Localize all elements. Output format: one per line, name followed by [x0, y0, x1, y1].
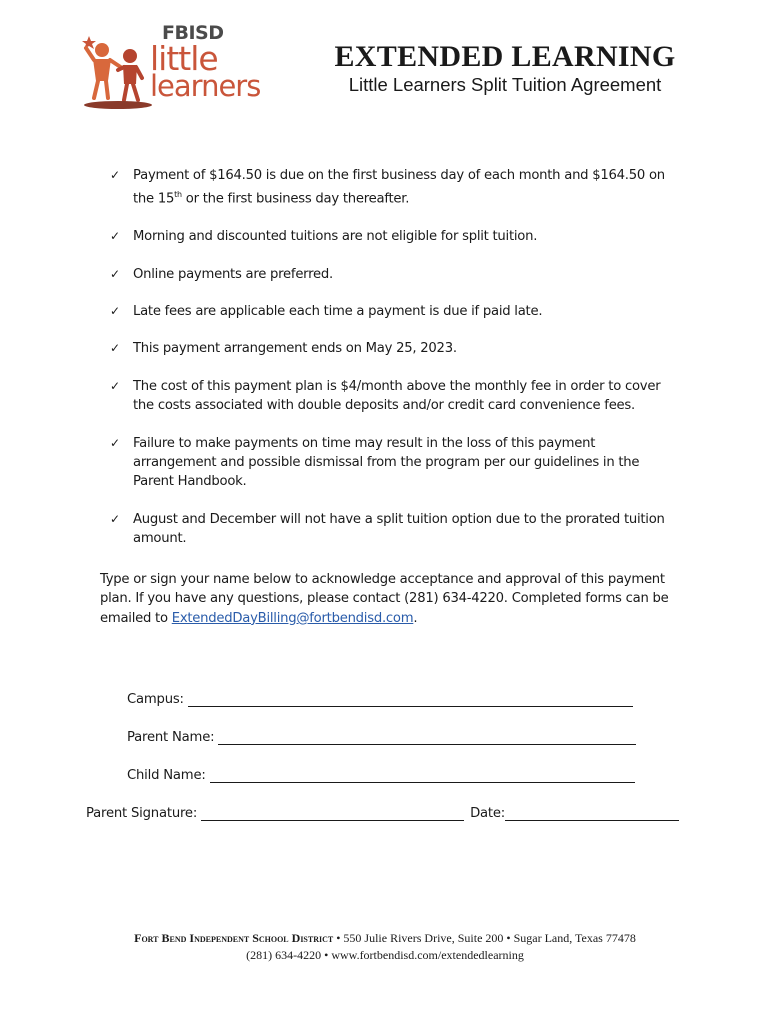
footer-address: • 550 Julie Rivers Drive, Suite 200 • Sugar Land, Texas 77478: [333, 931, 636, 945]
child-name-input-line[interactable]: [210, 768, 635, 783]
bullet-superscript: th: [174, 190, 182, 200]
checkmark-icon: ✓: [110, 341, 120, 356]
checkmark-icon: ✓: [110, 266, 120, 281]
checkmark-icon: ✓: [110, 168, 120, 182]
page-footer: [60, 930, 710, 964]
billing-email-link[interactable]: ExtendedDayBilling@fortbendisd.com: [171, 610, 414, 626]
list-item: [110, 510, 670, 549]
page-title: EXTENDED LEARNING: [334, 40, 676, 73]
logo-learners-text: learners: [150, 69, 261, 103]
acknowledgement-paragraph: [100, 570, 680, 628]
footer-contact: (281) 634-4220 • www.fortbendisd.com/extendedlearning: [246, 948, 524, 962]
terms-list: [110, 166, 670, 567]
children-illustration-icon: [80, 26, 152, 110]
date-input-line[interactable]: [505, 806, 679, 821]
bullet-text: August and December will not have a split tuition option due to the prorated tuition amount.: [133, 511, 665, 547]
child-name-field: [127, 768, 635, 783]
list-item: [110, 377, 670, 416]
fbisd-little-learners-logo: [80, 22, 270, 112]
campus-input-line[interactable]: [188, 692, 633, 707]
list-item: [110, 339, 670, 358]
acknowledgement-text: Type or sign your name below to acknowledge acceptance and approval of this payment plan. If you have any questions, please contact (281) 634-4220. Completed forms can be emailed to: [100, 572, 669, 626]
checkmark-icon: ✓: [110, 229, 120, 244]
bullet-text: The cost of this payment plan is $4/month above the monthly fee in order to cover the costs associated with double deposits and/or credit card convenience fees.: [133, 378, 661, 414]
signature-field: [86, 806, 679, 821]
checkmark-icon: ✓: [110, 378, 120, 393]
bullet-text: Failure to make payments on time may result in the loss of this payment arrangement and possible dismissal from the program per our guidelines in the Parent Handbook.: [133, 435, 640, 490]
campus-label: Campus:: [127, 692, 184, 707]
bullet-text: Late fees are applicable each time a payment is due if paid late.: [133, 304, 543, 320]
checkmark-icon: ✓: [110, 511, 120, 526]
bullet-text: Online payments are preferred.: [133, 266, 333, 282]
list-item: [110, 166, 670, 209]
checkmark-icon: ✓: [110, 435, 120, 450]
checkmark-icon: ✓: [110, 304, 120, 319]
parent-name-label: Parent Name:: [127, 730, 215, 745]
date-label: Date:: [470, 806, 506, 821]
logo-little-text: little: [150, 39, 218, 78]
page-subtitle: Little Learners Split Tuition Agreement: [348, 74, 662, 95]
bullet-text-cont: or the first business day thereafter.: [181, 191, 410, 207]
bullet-text: Payment of $164.50 is due on the first business day of each month and $164.50 on the 15: [133, 168, 665, 207]
parent-name-field: [127, 730, 636, 745]
logo-fbisd-text: FBISD: [162, 22, 224, 44]
acknowledgement-end: .: [413, 610, 418, 626]
list-item: [110, 434, 670, 492]
parent-name-input-line[interactable]: [218, 730, 636, 745]
bullet-text: This payment arrangement ends on May 25, 2023.: [133, 341, 457, 357]
list-item: [110, 227, 670, 246]
list-item: [110, 265, 670, 284]
footer-org: Fort Bend Independent School District: [134, 931, 334, 945]
campus-field: [127, 692, 633, 707]
footer-line-1: [60, 930, 710, 947]
signature-input-line[interactable]: [201, 806, 464, 821]
list-item: [110, 302, 670, 321]
child-name-label: Child Name:: [127, 768, 206, 783]
signature-label: Parent Signature:: [86, 806, 198, 821]
bullet-text: Morning and discounted tuitions are not eligible for split tuition.: [133, 229, 538, 245]
